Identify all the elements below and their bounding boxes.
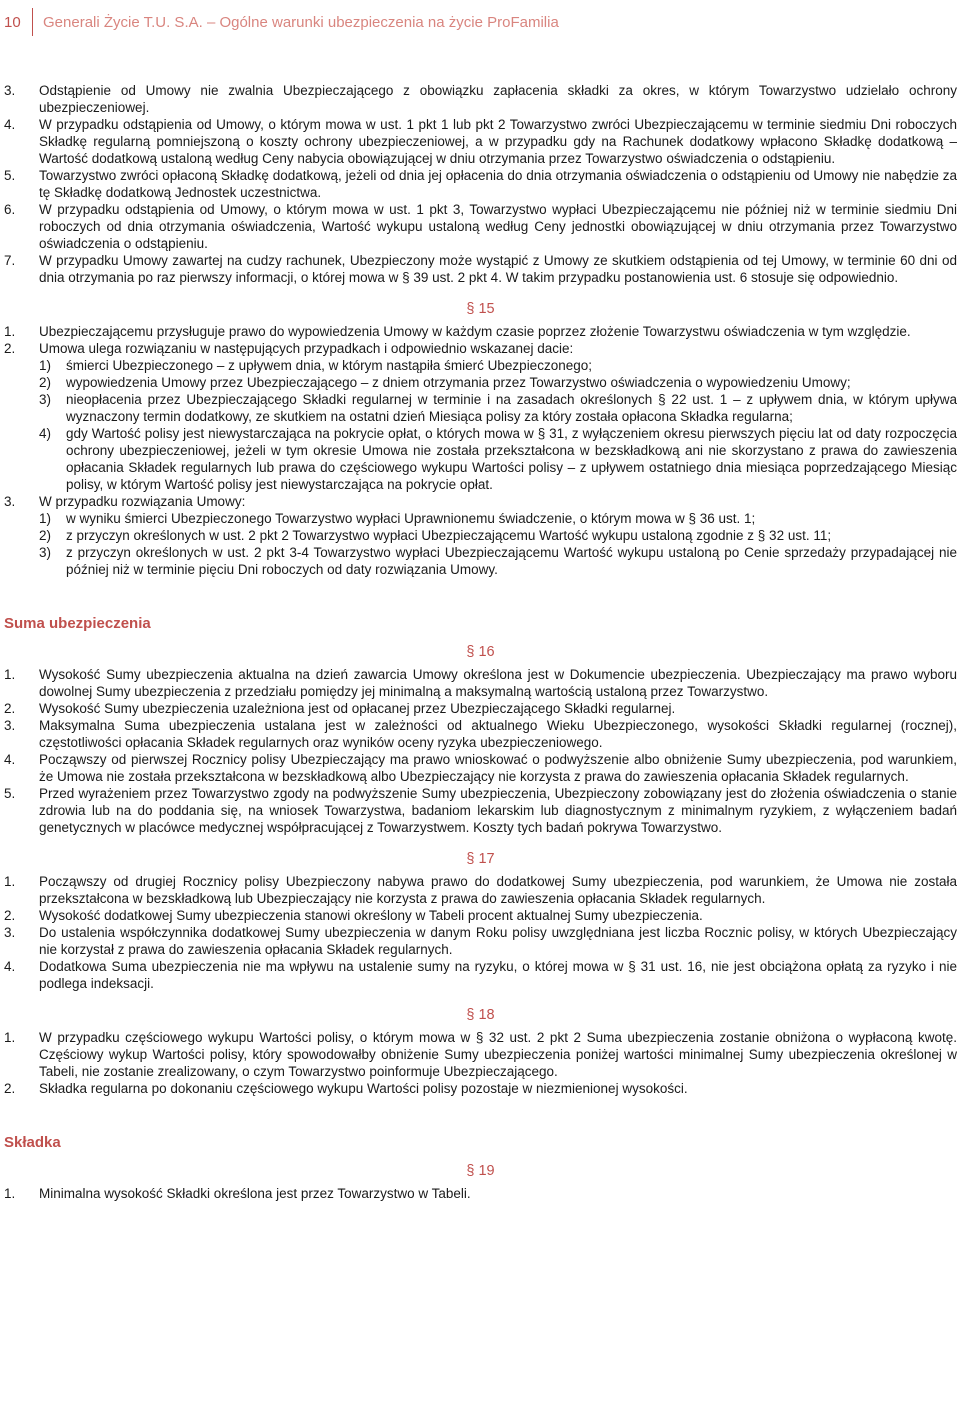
sub-list-item: 2) z przyczyn określonych w ust. 2 pkt 2 Towarzystwo wypłaci Ubezpieczającemu Wartość wykupu ustaloną zgodnie z § 32 ust. 11; xyxy=(39,528,832,543)
section-15 xyxy=(4,323,957,578)
section-title-skladka: Składka xyxy=(4,1134,61,1151)
list-item: 4. Dodatkowa Suma ubezpieczenia nie ma wpływu na ustalenie sumy na ryzyku, o której mowa w § 31 ust. 16, nie jest obciążona opłatą za ryzyko i nie podlega indeksacji. xyxy=(4,959,957,991)
section-title-suma-ubezpieczenia: Suma ubezpieczenia xyxy=(4,615,151,632)
document-title: Generali Życie T.U. S.A. – Ogólne warunki ubezpieczenia na życie ProFamilia xyxy=(43,13,559,31)
list-item: 5. Towarzystwo zwróci opłaconą Składkę dodatkową, jeżeli od dnia jej opłacenia do dnia otrzymania oświadczenia o odstąpieniu od Umowy nie nabędzie za tę Składkę dodatkową Jednostek uczestnictwa. xyxy=(4,168,957,200)
paragraph-heading-16: § 16 xyxy=(466,644,495,660)
list-item: 1. Minimalna wysokość Składki określona jest przez Towarzystwo w Tabeli. xyxy=(4,1186,471,1201)
list-item: 2. Wysokość Sumy ubezpieczenia uzależniona jest od opłacanej przez Ubezpieczającego Składki regularnej. xyxy=(4,701,676,716)
list-item: 1. Wysokość Sumy ubezpieczenia aktualna na dzień zawarcia Umowy określona jest w Dokumencie ubezpieczenia. Ubezpieczający ma prawo wyboru dowolnej Sumy ubezpieczenia z przedziału pomiędzy jej minimalną a maksymalną wartością ustaloną przez Towarzystwo. xyxy=(4,667,957,699)
list-item: 4. Począwszy od pierwszej Rocznicy polisy Ubezpieczający ma prawo wnioskować o podwyższenie albo obniżenie Sumy ubezpieczenia, pod warunkiem, że Umowa nie została przekształcona w bezskładkową albo Ubezpieczający nie korzysta z prawa do zawieszenia opłacania Składek regularnych. xyxy=(4,752,957,784)
document-body xyxy=(4,82,957,1202)
section-19 xyxy=(4,1185,957,1202)
page-header xyxy=(4,8,559,36)
paragraph-heading-18: § 18 xyxy=(466,1007,495,1023)
sub-list-item: 3) nieopłacenia przez Ubezpieczającego Składki regularnej w terminie i na zasadach określonych § 22 ust. 1 – z upływem dnia, w którym upływa wyznaczony termin dodatkowy, ze skutkiem na ostatni dzień Miesiąca polisy za który została opłacona Składka regularna; xyxy=(39,392,957,424)
section-17 xyxy=(4,873,957,992)
list-item: 2. Składka regularna po dokonaniu częściowego wykupu Wartości polisy pozostaje w niezmienionej wysokości. xyxy=(4,1081,688,1096)
list-item: 7. W przypadku Umowy zawartej na cudzy rachunek, Ubezpieczony może wystąpić z Umowy ze skutkiem odstąpienia od tej Umowy, w terminie 60 dni od dnia otrzymania po raz pierwszy informacji, o której mowa w § 39 ust. 2 pkt 4. W takim przypadku postanowienia ust. 6 stosuje się odpowiednio. xyxy=(4,253,957,285)
list-item: 2. Wysokość dodatkowej Sumy ubezpieczenia stanowi określony w Tabeli procent aktualnej Sumy ubezpieczenia. xyxy=(4,908,703,923)
page-number: 10 xyxy=(4,13,21,31)
sub-list-item: 4) gdy Wartość polisy jest niewystarczająca na pokrycie opłat, o których mowa w § 31, z wyłączeniem okresu pierwszych pięciu lat od daty rozpoczęcia ochrony ubezpieczeniowej, jeżeli w tym okresie Umowa nie została przekształcona w bezskładkową ani nie skorzystano z prawa do zawieszenia opłacania Składek regularnych lub prawa do częściowego wykupu Wartości polisy – z upływem ostatniego dnia miesiąca poprzedzającego Miesiąc polisy, w którym Wartość polisy jest niewystarczająca na pokrycie opłat. xyxy=(39,426,957,492)
section-14-tail xyxy=(4,82,957,286)
sub-list-item: 1) śmierci Ubezpieczonego – z upływem dnia, w którym nastąpiła śmierć Ubezpieczonego; xyxy=(39,358,592,373)
section-16 xyxy=(4,666,957,836)
paragraph-heading-17: § 17 xyxy=(466,851,495,867)
list-item: 1. Począwszy od drugiej Rocznicy polisy Ubezpieczony nabywa prawo do dodatkowej Sumy ubezpieczenia, pod warunkiem, że Umowa nie została przekształcona w bezskładkową lub Ubezpieczający nie korzysta z prawa do zawieszenia opłacania Składek regularnych. xyxy=(4,874,957,906)
list-item: 1. W przypadku częściowego wykupu Wartości polisy, o którym mowa w § 32 ust. 2 pkt 2 Suma ubezpieczenia zostanie obniżona o wypłaconą kwotę. Częściowy wykup Wartości polisy, który spowodowałby obniżenie Sumy ubezpieczenia poniżej wartości minimalnej Sumy ubezpieczenia określonej w Tabeli, nie zostanie zrealizowany, o czym Towarzystwo poinformuje Ubezpieczającego. xyxy=(4,1030,957,1079)
list-item: 3. Maksymalna Suma ubezpieczenia ustalana jest w zależności od aktualnego Wieku Ubezpieczonego, wysokości Składki regularnej (rocznej), częstotliwości opłacania Składek regularnych oraz wyników oceny ryzyka ubezpieczeniowego. xyxy=(4,718,957,750)
header-divider xyxy=(32,8,33,36)
list-item: 2. Umowa ulega rozwiązaniu w następujących przypadkach i odpowiednio wskazanej dacie: xyxy=(4,341,574,356)
list-item: 4. W przypadku odstąpienia od Umowy, o którym mowa w ust. 1 pkt 1 lub pkt 2 Towarzystwo zwróci Ubezpieczającemu w terminie siedmiu Dni roboczych Składkę regularną pomniejszoną o koszty ochrony ubezpieczeniowej, a w przypadku gdy na Rachunek dodatkowy wpłacono Składkę dodatkową – Wartość dodatkową ustaloną według Ceny nabycia obowiązującej w dniu otrzymania przez Towarzystwo oświadczenia o odstąpieniu. xyxy=(4,117,957,166)
sub-list-item: 2) wypowiedzenia Umowy przez Ubezpieczającego – z dniem otrzymania przez Towarzystwo oświadczenia o wypowiedzeniu Umowy; xyxy=(39,375,851,390)
list-item: 6. W przypadku odstąpienia od Umowy, o którym mowa w ust. 1 pkt 3, Towarzystwo wypłaci Ubezpieczającemu nie później niż w terminie siedmiu Dni roboczych od dnia otrzymania oświadczenia, Wartość wykupu ustaloną według Ceny jednostki obowiązującej w dniu otrzymania przez Towarzystwo oświadczenia o odstąpieniu. xyxy=(4,202,957,251)
list-item: 3. Odstąpienie od Umowy nie zwalnia Ubezpieczającego z obowiązku zapłacenia składki za okres, w którym Towarzystwo udzielało ochrony ubezpieczeniowej. xyxy=(4,83,957,115)
section-18 xyxy=(4,1029,957,1097)
sub-list-item: 3) z przyczyn określonych w ust. 2 pkt 3-4 Towarzystwo wypłaci Ubezpieczającemu Wartość wykupu ustaloną po Cenie sprzedaży przypadającej nie później niż w terminie pięciu Dni roboczych od daty rozwiązania Umowy. xyxy=(39,545,957,577)
list-item: 3. W przypadku rozwiązania Umowy: xyxy=(4,494,246,509)
list-item: 3. Do ustalenia współczynnika dodatkowej Sumy ubezpieczenia w danym Roku polisy uwzględniana jest liczba Rocznic polisy, w których Ubezpieczający nie korzystał z prawa do zawieszenia opłacania Składek regularnych. xyxy=(4,925,957,957)
paragraph-heading-15: § 15 xyxy=(466,301,495,317)
sub-list-item: 1) w wyniku śmierci Ubezpieczonego Towarzystwo wypłaci Uprawnionemu świadczenie, o którym mowa w § 36 ust. 1; xyxy=(39,511,756,526)
list-item: 5. Przed wyrażeniem przez Towarzystwo zgody na podwyższenie Sumy ubezpieczenia, Ubezpieczony zobowiązany jest do złożenia oświadczenia o stanie zdrowia lub na do poddania się, na wniosek Towarzystwa, badaniom lekarskim lub diagnostycznym z minimalnym ryzykiem, z wyłączeniem badań genetycznych w placówce medycznej współpracującej z Towarzystwem. Koszty tych badań pokrywa Towarzystwo. xyxy=(4,786,957,835)
list-item: 1. Ubezpieczającemu przysługuje prawo do wypowiedzenia Umowy w każdym czasie poprzez złożenie Towarzystwu oświadczenia w tym względzie. xyxy=(4,324,911,339)
paragraph-heading-19: § 19 xyxy=(466,1163,495,1179)
